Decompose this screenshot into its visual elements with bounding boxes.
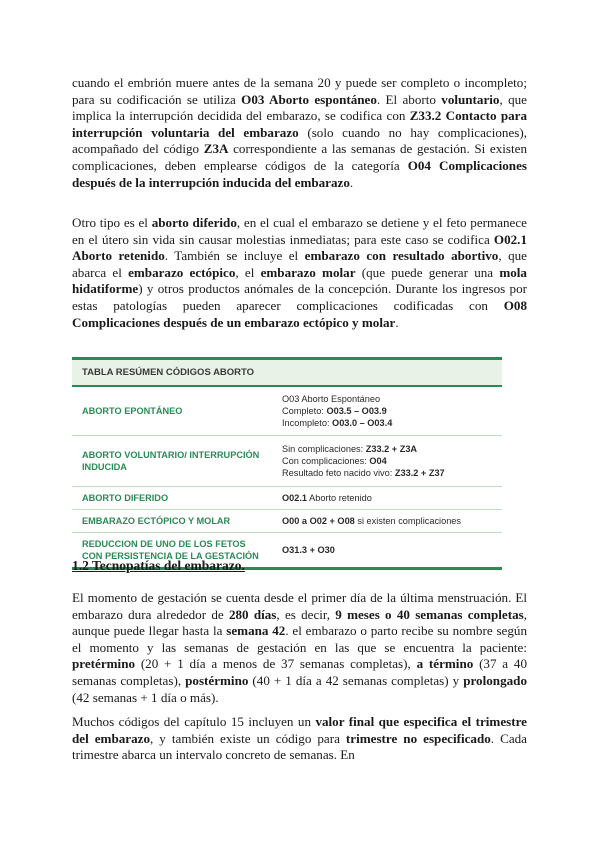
code-line: O31.3 + O30: [282, 544, 335, 555]
row-label: EMBARAZO ECTÓPICO Y MOLAR: [82, 515, 231, 526]
table-row: [72, 387, 502, 436]
code-line: O02.1 Aborto retenido: [282, 492, 372, 503]
paragraph-momento-gestacion: El momento de gestación se cuenta desde el primer día de la última menstruación. El embarazo dura alrededor de 280 días, es decir, 9 meses o 40 semanas completas, aunque puede llegar hasta la semana 42. el embarazo o parto recibe su nombre según el momento y las semanas de gestación en las que se encuentra la paciente: pretérmino (20 + 1 día a menos de 37 semanas completas), a término (37 a 40 semanas completas), postérmino (40 + 1 día a 42 semanas completas) y prolongado (42 semanas + 1 día o más).: [72, 590, 528, 705]
row-label: ABORTO VOLUNTARIO/ INTERRUPCIÓN INDUCIDA: [82, 449, 260, 472]
row-label: ABORTO EPONTÁNEO: [82, 405, 183, 416]
code-line: Con complicaciones: O04: [282, 455, 387, 466]
section-heading: 1.2 Tecnopatías del embarazo.: [72, 558, 245, 573]
code-line: Incompleto: O03.0 – O03.4: [282, 418, 393, 429]
row-label: REDUCCION DE UNO DE LOS FETOS CON PERSISTENCIA DE LA GESTACIÓN: [82, 538, 259, 561]
row-codes: [274, 533, 502, 567]
paragraph-aborto-espontaneo: cuando el embrión muere antes de la semana 20 y puede ser completo o incompleto; para su codificación se utiliza O03 Aborto espontáneo. El aborto voluntario, que implica la interrupción decidida del embarazo, se codifica con Z33.2 Contacto para interrupción voluntaria del embarazo (solo cuando no hay complicaciones), acompañado del código Z3A correspondiente a las semanas de gestación. Si existen complicaciones, deben emplearse códigos de la categoría O04 Complicaciones después de la interrupción inducida del embarazo.: [72, 75, 528, 190]
code-line: O03 Aborto Espontáneo: [282, 393, 381, 404]
table-title: TABLA RESÚMEN CÓDIGOS ABORTO: [72, 357, 502, 387]
code-line: Completo: O03.5 – O03.9: [282, 405, 387, 416]
paragraph-aborto-diferido: Otro tipo es el aborto diferido, en el cual el embarazo se detiene y el feto permanece en el útero sin vida sin causar molestias inmediatas; para este caso se codifica O02.1 Aborto retenido. También se incluye el embarazo con resultado abortivo, que abarca el embarazo ectópico, el embarazo molar (que puede generar una mola hidatiforme) y otros productos anómales de la concepción. Durante los ingresos por estas patologías pueden aparecer complicaciones codificadas con O08 Complicaciones después de un embarazo ectópico y molar.: [72, 215, 527, 330]
summary-table-abortion-codes: [72, 357, 502, 570]
code-line: Resultado feto nacido vivo: Z33.2 + Z37: [282, 468, 445, 479]
row-codes: [274, 436, 502, 486]
table-row: [72, 436, 502, 487]
row-codes: [274, 387, 502, 435]
row-codes: [274, 487, 502, 509]
table-row: [72, 510, 502, 533]
table-row: [72, 487, 502, 510]
row-label: ABORTO DIFERIDO: [82, 492, 169, 503]
paragraph-trimestres: Muchos códigos del capítulo 15 incluyen un valor final que especifica el trimestre del embarazo, y también existe un código para trimestre no especificado. Cada trimestre abarca un intervalo concreto de semanas. En: [72, 714, 527, 763]
code-line: O00 a O02 + O08 si existen complicaciones: [282, 515, 462, 526]
code-line: Sin complicaciones: Z33.2 + Z3A: [282, 443, 418, 454]
row-codes: [274, 510, 502, 532]
